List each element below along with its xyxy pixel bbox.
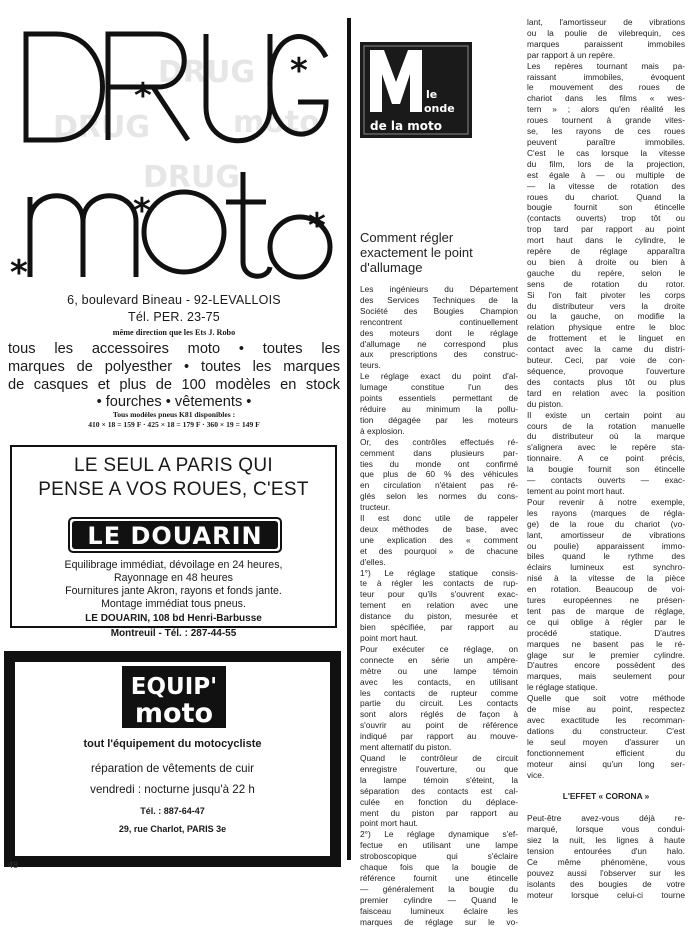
article-line: tent pas de marque de réglage,	[527, 605, 685, 616]
star-icon: *	[10, 253, 28, 293]
article-line: de mise au point, respectez	[527, 704, 685, 715]
article-line: en rotation. Beaucoup de voi-	[527, 584, 685, 595]
drug-line-1: tous les accessoires moto • toutes les	[8, 341, 340, 357]
article-line: du piston.	[527, 398, 564, 409]
article-line: partie du circuit. Les contacts	[360, 698, 518, 709]
equip-line-1: réparation de vêtements de cuir	[90, 762, 255, 775]
logo-word-onde: onde	[424, 102, 455, 115]
article-line: en circulation n'étaient pas ré-	[360, 480, 518, 491]
article-line: est égale à — ou multiple de	[527, 169, 685, 180]
equip-logo-line2: moto	[134, 698, 214, 729]
article-line: éclairs lumineux est synchro-	[527, 562, 685, 573]
article-line: chariot dans les films « wes-	[527, 93, 685, 104]
douarin-headline-2: PENSE A VOS ROUES, C'EST	[38, 479, 309, 500]
article-line	[527, 780, 685, 791]
article-line: référence fournit une étincelle	[360, 872, 518, 883]
article-line: ou poulie) apparaissent immo-	[527, 540, 685, 551]
article-line: bougie fournit son étincelle	[527, 202, 685, 213]
article-line: connecte en série un ampère-	[360, 654, 518, 665]
article-line: enregistre l'ouverture, ou que	[360, 763, 518, 774]
article-column-1	[360, 284, 518, 927]
douarin-line-2: Rayonnage en 48 heures	[114, 572, 233, 584]
article-line: Il existe un certain point au	[527, 409, 685, 420]
article-line: du distributeur où la marque	[527, 431, 685, 442]
article-line: trop tard par rapport au point	[527, 224, 685, 235]
article-line: d'elles.	[360, 556, 386, 567]
article-line: siez la nuit, les lignes à haute	[527, 834, 685, 845]
logo-watermark-drug-3: DRUG	[143, 160, 240, 195]
article-line: se, les rayons de ces roues	[527, 126, 685, 137]
article-line: que plus de 60 % des véhicules	[360, 469, 518, 480]
article-line: lumage constitue l'un des	[360, 382, 518, 393]
logo-watermark-drug: DRUG	[158, 55, 255, 90]
logo-watermark-moto: moto	[233, 105, 320, 140]
article-line: les contacts de rupteur comme	[360, 687, 518, 698]
article-line: nisé à la vitesse de la pièce	[527, 573, 685, 584]
article-line: raissant immobiles, évoquent	[527, 71, 685, 82]
equip-moto-ad	[4, 651, 341, 867]
article-line: moteur ainsi qu'un long ser-	[527, 758, 685, 769]
article-line: séparation des contacts est cal-	[360, 785, 518, 796]
article-line: premier cylindre — Quand le	[360, 894, 518, 905]
article-line: Ce même phénomène, vous	[527, 856, 685, 867]
article-line: Il est donc utile de rappeler	[360, 513, 518, 524]
article-line: Quelle que soit votre méthode	[527, 693, 685, 704]
article-line: des Services Techniques de la	[360, 294, 518, 305]
article-line: vice.	[527, 769, 545, 780]
article-line: sont alors réglés de façon à	[360, 709, 518, 720]
article-line: Les ingénieurs du Département	[360, 284, 518, 294]
drug-line-3: de casques et plus de 100 modèles en stock	[8, 377, 340, 393]
douarin-line-4: Montage immédiat tous pneus.	[101, 598, 246, 610]
douarin-city-phone: Montreuil - Tél. : 287-44-55	[110, 628, 237, 639]
drug-tires-title: Tous modèles pneus K81 disponibles :	[112, 410, 236, 419]
article-line: point mort haut.	[360, 633, 418, 643]
article-line: et des pourquoi » de chacune	[360, 545, 518, 556]
article-line: tructeur.	[360, 502, 391, 513]
equip-tagline: tout l'équipement du motocycliste	[83, 738, 262, 750]
equip-logo-line1: EQUIP'	[130, 674, 218, 700]
article-line: pouvez aussi l'observer sur les	[527, 867, 685, 878]
article-line: faisceau lumineux éclaire les	[360, 905, 518, 916]
article-line: marqué, lorsque vous condui-	[527, 824, 685, 835]
article-line: marques paraissent immobiles	[527, 38, 685, 49]
douarin-logo	[68, 517, 282, 553]
article-title-line-3: d'allumage	[360, 260, 423, 275]
article-line: le réglage statique.	[527, 682, 598, 693]
douarin-line-1: Equilibrage immédiat, dévoilage en 24 heures,	[64, 559, 283, 571]
column-divider	[347, 18, 351, 860]
star-icon: *	[134, 76, 152, 116]
article-subheading: L'EFFET « CORONA »	[562, 791, 650, 802]
article-line: Le réglage exact du point d'al-	[360, 371, 518, 382]
equip-moto-panel	[15, 662, 330, 856]
article-line: D'autres encore possèdent des	[527, 660, 685, 671]
logo-word-le: le	[426, 88, 438, 101]
article-line: Si l'on fait pivoter les corps	[527, 289, 685, 300]
article-line: cours de la rotation manuelle	[527, 420, 685, 431]
article-line: fonctionnement efficient du	[527, 747, 685, 758]
article-line: rencontrent continuellement	[360, 316, 518, 327]
article-line: glés selon les normes du cons-	[360, 491, 518, 502]
article-line: teur pour qu'ils s'ouvrent exac-	[360, 589, 518, 600]
drug-moto-ad	[8, 22, 340, 429]
article-column-2	[527, 17, 685, 900]
article-line: lant, amortisseur de vibrations	[527, 529, 685, 540]
article-line: bien spécifiée, par rapport au	[360, 622, 518, 633]
logo-watermark-drug-2: DRUG	[53, 110, 150, 145]
article-line: tement en relation avec une	[360, 600, 518, 611]
douarin-line-3: Fournitures jante Akron, rayons et fonds jante.	[65, 585, 282, 597]
article-line: tionnaire. A ce point précis,	[527, 453, 685, 464]
article-line: chaque fois que la bougie de	[360, 862, 518, 873]
article-line: — contacts ouverts — exac-	[527, 475, 685, 486]
article-line: stroboscopique qui s'éclaire	[360, 851, 518, 862]
drug-address: 6, boulevard Bineau - 92-LEVALLOIS	[67, 293, 281, 307]
article-line: (contacts ouverts) trop tôt ou	[527, 213, 685, 224]
article-line: la bougie fournit son étincelle	[527, 464, 685, 475]
le-douarin-ad	[10, 445, 337, 639]
article-line: dations du constructeur. C'est	[527, 725, 685, 736]
article-line: ou bien à droite ou bien à	[527, 256, 685, 267]
article-line: ment du piston par rapport au	[360, 807, 518, 818]
article-line: ou la gauche, on modifie la	[527, 311, 685, 322]
article-line: des contacts plus tôt ou plus	[527, 376, 685, 387]
drug-same-direction: même direction que les Ets J. Robo	[112, 328, 236, 337]
equip-address: 29, rue Charlot, PARIS 3e	[118, 824, 227, 834]
article-line: marques de réglage sur le vo-	[360, 916, 518, 927]
article-line: ge) de la roue du chariot (vo-	[527, 518, 685, 529]
article-line: mètre ou une lampe témoin	[360, 665, 518, 676]
article-line: teurs.	[360, 360, 381, 371]
article-line: avec exactitude les recomman-	[527, 715, 685, 725]
article-line: avec les contacts, en utilisant	[360, 676, 518, 687]
page-number: 48	[8, 860, 19, 870]
equip-phone: Tél. : 887-64-47	[140, 806, 205, 816]
article-line: marques ne basent pas le ré-	[527, 638, 685, 649]
article-line: roues tournent à grande vites-	[527, 115, 685, 126]
article-line: tures européennes ne présen-	[527, 595, 685, 606]
article-line: Pour exécuter ce réglage, on	[360, 643, 518, 654]
article-title-line-1: Comment régler	[360, 230, 454, 245]
article-line: du film, lors de la projection,	[527, 158, 685, 169]
logo-word-de-la-moto: de la moto	[370, 119, 443, 133]
article-title	[360, 230, 520, 275]
article-line: cemment dans plusieurs par-	[360, 447, 518, 458]
article-line: tement au point mort haut.	[527, 485, 625, 496]
article-line: réduire au minimum la pollu-	[360, 403, 518, 414]
article-line: Peut-être avez-vous déjà re-	[527, 813, 685, 824]
douarin-logo-text: LE DOUARIN	[87, 522, 263, 550]
article-line: une explication des « comment	[360, 534, 518, 545]
article-line: Société des Bougies Champion	[360, 305, 518, 316]
article-line: d'allumage ne correspond plus	[360, 338, 518, 349]
article-line: deux méthodes de base, avec	[360, 523, 518, 534]
drug-last-line: • fourches • vêtements •	[96, 394, 252, 410]
article-line: fectue en utilisant une lampe	[360, 840, 518, 851]
article-line: de frottement et le linguet en	[527, 333, 685, 344]
article-line: procédé statique. D'autres	[527, 627, 685, 638]
article-line: repère de réglage apparaîtra	[527, 246, 685, 257]
article-line: aux prescriptions des construc-	[360, 349, 518, 360]
article-line: indiqué par rapport au mouve-	[360, 731, 518, 742]
article-line: moteur lorsque celui-ci tourne	[527, 889, 685, 900]
article-line: ou la poulie de vilebrequin, ces	[527, 27, 685, 38]
article-line: C'est le cas lorsque la vitesse	[527, 147, 685, 158]
article-line: par rapport à un repère.	[527, 49, 616, 60]
article-line: tion dégagée par les moteurs	[360, 414, 518, 425]
article-line: lant, l'amortisseur de vibrations	[527, 17, 685, 27]
star-icon: *	[308, 206, 326, 246]
article-line: roues du chariot. Quand la	[527, 191, 685, 202]
article-line: s'alignera avec le repère sta-	[527, 442, 685, 453]
article-line: isolants des bougies de votre	[527, 878, 685, 889]
article-line: te à régler les contacts de rup-	[360, 578, 518, 589]
article-line: 2°) Le réglage dynamique s'ef-	[360, 829, 518, 840]
douarin-headline-1: LE SEUL A PARIS QUI	[74, 455, 273, 476]
equip-moto-logo	[122, 666, 226, 728]
article-line: glage sur le premier cylindre.	[527, 649, 685, 660]
article-line: point mort haut.	[360, 818, 418, 829]
article-line: Pour revenir à notre exemple,	[527, 496, 685, 507]
article-line: le seul moyen d'assurer un	[527, 736, 685, 747]
article-line: du distributeur vers la droite	[527, 300, 685, 311]
article-line: Quand le contrôleur de circuit	[360, 752, 518, 763]
article-line: contact avec la came du distri-	[527, 344, 685, 355]
article-line: s'ouvrir au point de référence	[360, 720, 518, 731]
article-title-line-2: exactement le point	[360, 245, 473, 260]
article-line: à explosion.	[360, 425, 405, 436]
star-icon: *	[290, 51, 308, 91]
article-line: des moteurs dont le réglage	[360, 327, 518, 338]
article-line: 1°) Le réglage statique consis-	[360, 567, 518, 578]
douarin-address: LE DOUARIN, 108 bd Henri-Barbusse	[85, 613, 262, 624]
article-line: les rayons (marques de régla-	[527, 507, 685, 518]
drug-phone: Tél. PER. 23-75	[128, 310, 220, 324]
article-line: — généralement la bougie du	[360, 883, 518, 894]
article-line: culée en fonction du déplace-	[360, 796, 518, 807]
article-line: tension entourées d'un halo.	[527, 845, 685, 856]
article-line: tard en relation avec la position	[527, 387, 685, 398]
article-line: — la vitesse de rotation des	[527, 180, 685, 191]
article-line: gauche du repère, selon le	[527, 267, 685, 278]
article-line: relation physique entre le bloc	[527, 322, 685, 333]
article-line: mort haut dans le cylindre, le	[527, 235, 685, 246]
article-line: la lampe témoin s'éteint, la	[360, 774, 518, 785]
article-line: Or, des contrôles effectués ré-	[360, 436, 518, 447]
equip-line-2: vendredi : nocturne jusqu'à 22 h	[90, 783, 255, 796]
drug-moto-logo	[8, 22, 340, 293]
article-line: ties du monde ont confirmé	[360, 458, 518, 469]
article-line: marques, mais seulement pour	[527, 671, 685, 682]
article-line: ment alternatif du piston.	[360, 742, 452, 753]
article-line: buteur. Ceci, par voie de con-	[527, 355, 685, 366]
article-line: sens de rotation du rotor.	[527, 278, 685, 289]
article-line: Les repères tournant mais pa-	[527, 60, 685, 71]
article-line: tern » ; alors qu'en réalité les	[527, 104, 685, 115]
article-line: biles quand le rythme des	[527, 551, 685, 562]
article-line: peuvent paraître immobiles.	[527, 136, 685, 147]
star-icon: *	[133, 191, 151, 231]
article-line	[527, 802, 685, 813]
article-line: le mouvement des roues de	[527, 82, 685, 93]
le-monde-de-la-moto-logo	[360, 42, 472, 138]
drug-tires-prices: 410 × 18 = 159 F · 425 × 18 = 179 F · 360 × 19 = 149 F	[88, 420, 260, 429]
drug-line-2: marques de polyesther • toutes les marques	[8, 359, 340, 375]
article-line: distance du piston, mesurée et	[360, 611, 518, 622]
article-line: ce qui oblige à régler par le	[527, 616, 685, 627]
article-line: points essentiels permettant de	[360, 393, 518, 404]
article-line: séquence, provoque l'ouverture	[527, 366, 685, 376]
